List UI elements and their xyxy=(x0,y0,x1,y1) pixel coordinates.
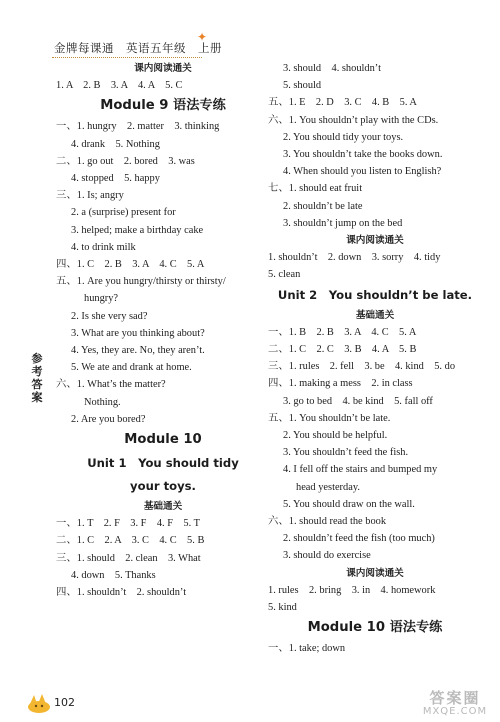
answer-line: 2. You should be helpful. xyxy=(283,430,388,442)
answer-line: 5. We ate and drank at home. xyxy=(71,362,192,374)
answer-line: 一、1. B 2. B 3. A 4. C 5. A xyxy=(268,326,417,338)
answer-line: 3. helped; make a birthday cake xyxy=(71,224,204,236)
section-subheading: 基础通关 xyxy=(143,501,183,513)
answer-line: 3. should do exercise xyxy=(283,550,371,562)
answer-line: 三、1. Is; angry xyxy=(56,190,124,202)
answer-line: 六、1. You shouldn’t play with the CDs. xyxy=(268,114,439,126)
book-title: 金牌每课通 英语五年级 上册 xyxy=(54,41,222,55)
answer-line: 5. clean xyxy=(268,269,301,281)
section-subheading: 基础通关 xyxy=(355,309,395,321)
answer-line: 三、1. rules 2. fell 3. be 4. kind 5. do xyxy=(268,361,456,373)
watermark-text: 答案圈 xyxy=(429,689,481,707)
answer-line: 4. to drink milk xyxy=(71,241,136,253)
answer-line: 2. a (surprise) present for xyxy=(71,207,176,219)
right-column xyxy=(268,60,482,658)
module-heading: Module 10 语法专练 xyxy=(307,620,443,636)
answer-line: 二、1. C 2. C 3. B 4. A 5. B xyxy=(268,344,417,356)
section-subheading: 课内阅读通关 xyxy=(346,567,404,579)
unit-heading: your toys. xyxy=(130,479,196,494)
answer-line: 1. shouldn’t 2. down 3. sorry 4. tidy xyxy=(268,252,441,264)
answer-line: 四、1. making a mess 2. in class xyxy=(268,378,413,390)
answer-line: 4. down 5. Thanks xyxy=(71,569,156,581)
answer-line: 七、1. should eat fruit xyxy=(268,183,363,195)
answer-line: 5. should xyxy=(283,80,322,92)
answer-line: 2. shouldn’t feed the fish (too much) xyxy=(283,533,435,545)
mascot-icon xyxy=(26,692,52,714)
answer-line: 3. should 4. shouldn’t xyxy=(283,63,381,74)
module-heading: Module 9 语法专练 xyxy=(100,98,226,114)
answer-line: 3. shouldn’t jump on the bed xyxy=(283,217,403,229)
answer-line: 3. You shouldn’t feed the fish. xyxy=(283,447,409,459)
answer-line: 五、1. You shouldn’t be late. xyxy=(268,412,391,424)
watermark-logo xyxy=(415,690,495,718)
page-header xyxy=(0,0,500,56)
unit-heading: Unit 1 You should tidy xyxy=(87,456,239,471)
answer-line: 4. Yes, they are. No, they aren’t. xyxy=(71,345,205,357)
answer-line: 二、1. go out 2. bored 3. was xyxy=(56,155,195,167)
answer-line: 4. When should you listen to English? xyxy=(283,166,442,178)
answer-line: 2. Are you bored? xyxy=(71,413,146,425)
side-tab-answers: 参考答案 xyxy=(31,352,43,404)
answer-line: 2. Is she very sad? xyxy=(71,310,148,322)
section-subheading: 课内阅读通关 xyxy=(134,63,192,74)
answer-line: 2. You should tidy your toys. xyxy=(283,131,404,143)
answer-line: 1. A 2. B 3. A 4. A 5. C xyxy=(56,80,183,92)
left-column xyxy=(56,60,270,601)
answer-line: 六、1. should read the book xyxy=(268,516,387,528)
answer-continuation: Nothing. xyxy=(84,396,121,408)
answer-line: 三、1. should 2. clean 3. What xyxy=(56,552,201,564)
module-heading: Module 10 xyxy=(124,432,202,448)
answer-line: 四、1. shouldn’t 2. shouldn’t xyxy=(56,587,187,599)
answer-line: 一、1. T 2. F 3. F 4. F 5. T xyxy=(56,518,200,530)
answer-line: 六、1. What’s the matter? xyxy=(56,379,166,391)
answer-line: 4. drank 5. Nothing xyxy=(71,138,160,150)
answer-line: 一、1. hungry 2. matter 3. thinking xyxy=(56,121,220,133)
answer-line: 4. I fell off the stairs and bumped my xyxy=(283,464,438,476)
answer-line: 一、1. take; down xyxy=(268,643,346,655)
sparkle-icon: ✦ xyxy=(197,30,208,44)
section-subheading: 课内阅读通关 xyxy=(346,235,404,247)
answer-line: 二、1. C 2. A 3. C 4. C 5. B xyxy=(56,535,205,547)
page-number: 102 xyxy=(54,696,75,709)
answer-line: 4. stopped 5. happy xyxy=(71,173,160,185)
answer-line: 5. You should draw on the wall. xyxy=(283,498,415,510)
answer-line: 五、1. E 2. D 3. C 4. B 5. A xyxy=(268,97,417,109)
answer-continuation: hungry? xyxy=(84,293,119,305)
answer-line: 3. go to bed 4. be kind 5. fall off xyxy=(283,395,433,407)
unit-heading: Unit 2 You shouldn’t be late. xyxy=(277,287,473,302)
header-divider xyxy=(52,57,202,58)
answer-line: 3. What are you thinking about? xyxy=(71,327,205,339)
answer-line: 五、1. Are you hungry/thirsty or thirsty/ xyxy=(56,276,226,288)
answer-continuation: head yesterday. xyxy=(296,481,360,493)
answer-line: 2. shouldn’t be late xyxy=(283,200,363,212)
answer-line: 四、1. C 2. B 3. A 4. C 5. A xyxy=(56,259,205,271)
answer-line: 1. rules 2. bring 3. in 4. homework xyxy=(268,584,436,596)
answer-line: 3. You shouldn’t take the books down. xyxy=(283,149,443,161)
watermark-url: MXQE.COM xyxy=(422,706,488,717)
answer-line: 5. kind xyxy=(268,602,297,614)
